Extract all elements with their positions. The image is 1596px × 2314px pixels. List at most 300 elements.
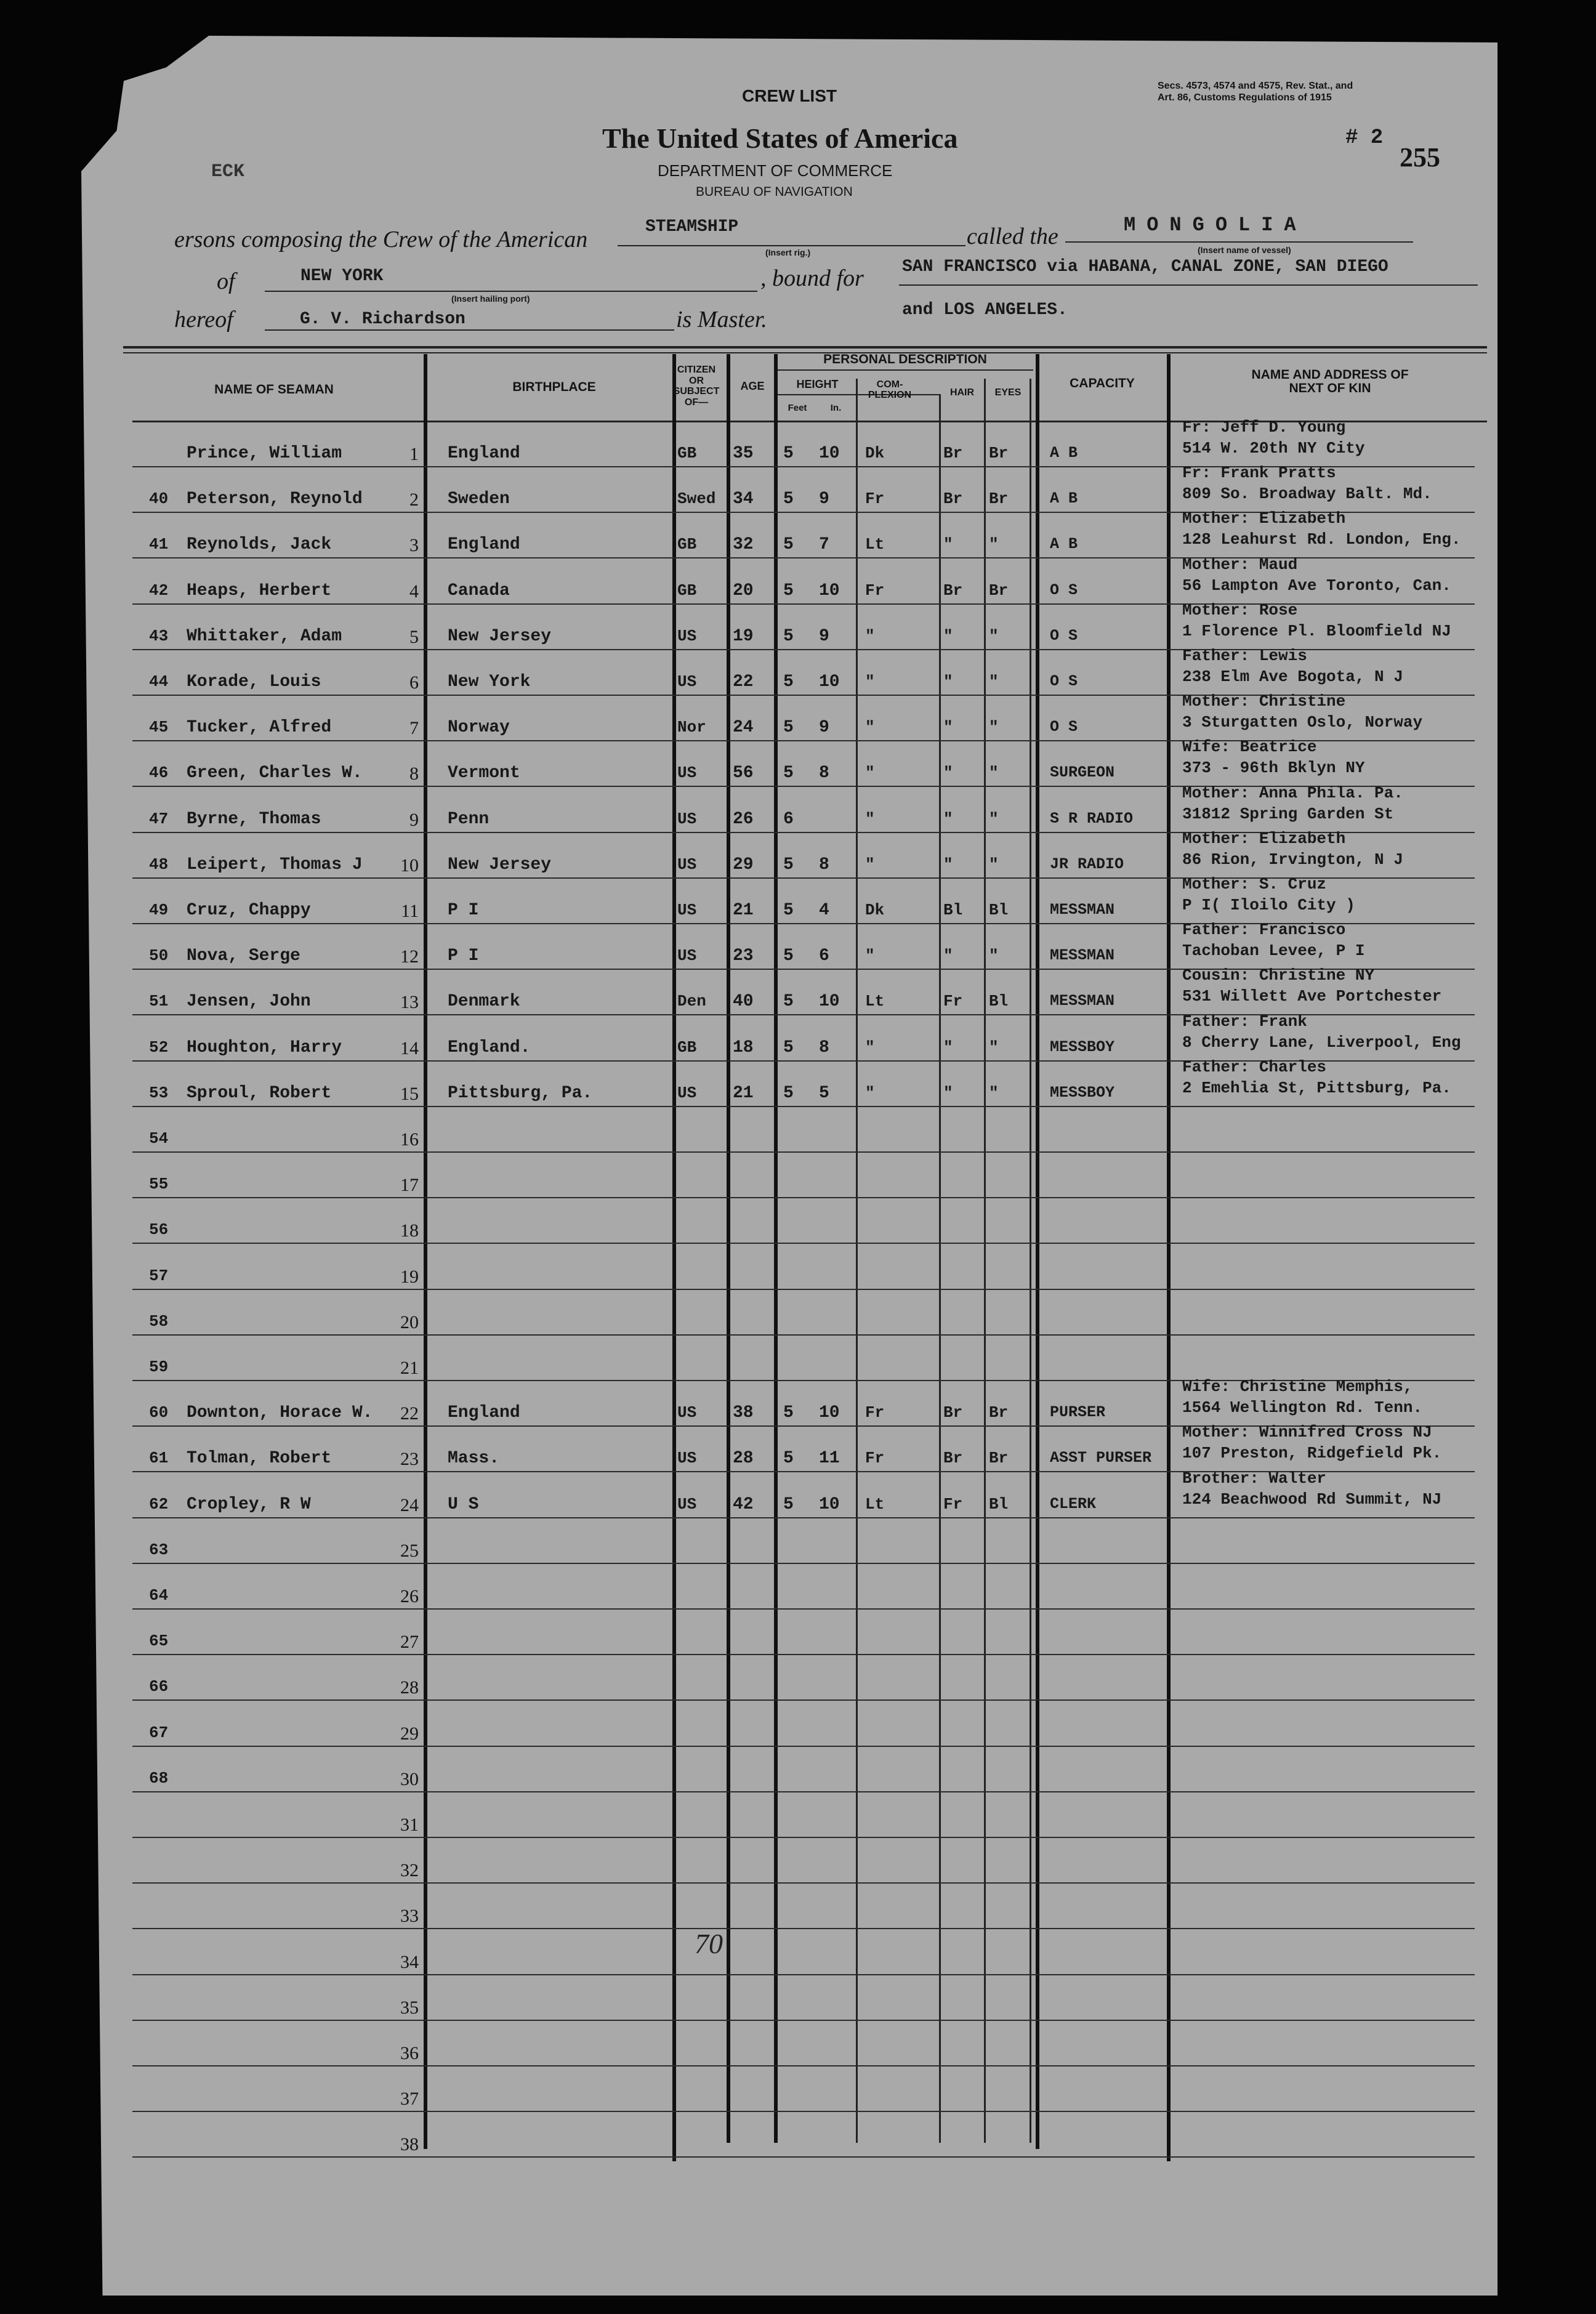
row-ref-number: 67: [149, 1723, 169, 1742]
department: DEPARTMENT OF COMMERCE: [658, 161, 893, 180]
header-capacity: CAPACITY: [1070, 376, 1135, 390]
line-number: 35: [400, 1997, 419, 2018]
citizen-of: Nor: [677, 718, 706, 737]
next-of-kin-address: 2 Emehlia St, Pittsburg, Pa.: [1182, 1078, 1451, 1097]
table-row-rule: [132, 1837, 1475, 1838]
header-name-of-seaman: NAME OF SEAMAN: [214, 382, 334, 397]
table-row-rule: [132, 1791, 1475, 1792]
birthplace: Pittsburg, Pa.: [448, 1083, 593, 1103]
eyes: Br: [989, 490, 1009, 509]
height-feet: 5: [783, 490, 794, 509]
complexion: Dk: [865, 901, 885, 919]
eyes: ": [989, 809, 999, 828]
eyes: Bl: [989, 992, 1009, 1011]
form-title: CREW LIST: [742, 86, 837, 105]
header-inches: In.: [830, 403, 842, 413]
complexion: Fr: [865, 581, 885, 600]
citizen-of: US: [677, 1449, 697, 1468]
next-of-kin-address: 1 Florence Pl. Bloomfield NJ: [1182, 621, 1451, 640]
line-number: 25: [400, 1540, 419, 1561]
height-feet: 5: [783, 1083, 794, 1103]
vessel-type-underline: [618, 245, 965, 246]
complexion: ": [865, 1038, 875, 1057]
line-number: 16: [400, 1129, 419, 1150]
height-feet: 5: [783, 581, 794, 600]
seaman-name: Green, Charles W.: [187, 764, 363, 783]
capacity: ASST PURSER: [1050, 1449, 1152, 1467]
citizen-of: US: [677, 672, 697, 691]
line-number: 7: [409, 718, 419, 739]
seaman-name: Nova, Serge: [187, 946, 300, 966]
table-row-rule: [132, 1243, 1475, 1244]
eyes: Br: [989, 581, 1009, 600]
next-of-kin-address: 124 Beachwood Rd Summit, NJ: [1182, 1490, 1442, 1509]
hair: ": [943, 626, 953, 645]
line-number: 17: [400, 1175, 419, 1196]
next-of-kin-address: 1564 Wellington Rd. Tenn.: [1182, 1398, 1423, 1417]
line-number: 33: [400, 1906, 419, 1927]
next-of-kin-name: Father: Frank: [1182, 1012, 1307, 1031]
next-of-kin-name: Cousin: Christine NY: [1182, 966, 1375, 985]
next-of-kin-name: Mother: Rose: [1182, 600, 1298, 619]
vessel-name-underline: [1065, 241, 1413, 243]
line-number: 19: [400, 1266, 419, 1287]
capacity: S R RADIO: [1050, 809, 1134, 828]
citizen-of: US: [677, 901, 697, 919]
birthplace: New York: [448, 672, 531, 691]
age: 34: [733, 490, 754, 509]
birthplace: P I: [448, 946, 479, 966]
age: 19: [733, 626, 754, 646]
table-row-rule: [132, 1882, 1475, 1884]
age: 22: [733, 672, 754, 691]
hair: Br: [943, 444, 963, 462]
eyes: Br: [989, 1449, 1009, 1468]
height-inches: 4: [819, 901, 829, 920]
hailing-port-underline: [265, 291, 757, 292]
statute-reference: [1158, 80, 1441, 103]
row-ref-number: 43: [149, 626, 169, 645]
next-of-kin-address: 531 Willett Ave Portchester: [1182, 987, 1442, 1006]
row-ref-number: 54: [149, 1129, 169, 1148]
hailing-caption: (Insert hailing port): [451, 294, 530, 304]
table-row-rule: [132, 2020, 1475, 2021]
height-inches: 9: [819, 626, 829, 646]
birthplace: New Jersey: [448, 626, 552, 646]
header-citizen: [669, 365, 724, 408]
next-of-kin-name: Brother: Walter: [1182, 1469, 1327, 1488]
next-of-kin-name: Mother: Maud: [1182, 555, 1298, 574]
seaman-name: Downton, Horace W.: [187, 1403, 373, 1423]
hair: Fr: [943, 1494, 963, 1514]
height-inches: 10: [819, 992, 840, 1012]
row-ref-number: 57: [149, 1266, 169, 1285]
next-of-kin-address: 238 Elm Ave Bogota, N J: [1182, 667, 1403, 686]
vessel-name: MONGOLIA: [1124, 214, 1307, 236]
next-of-kin-name: Mother: S. Cruz: [1182, 875, 1327, 893]
birthplace: Vermont: [448, 764, 520, 783]
header-hair: HAIR: [949, 387, 975, 398]
height-inches: 8: [819, 855, 829, 874]
height-inches: 5: [819, 1083, 829, 1103]
table-row-rule: [132, 1608, 1475, 1610]
row-ref-number: 60: [149, 1403, 169, 1422]
eyes: Bl: [989, 901, 1009, 919]
row-ref-number: 58: [149, 1312, 169, 1331]
capacity: MESSMAN: [1050, 992, 1115, 1010]
hair: Br: [943, 581, 963, 600]
eyes: ": [989, 626, 999, 645]
table-row-rule: [132, 1517, 1475, 1518]
height-inches: 7: [819, 535, 829, 555]
height-feet: 6: [783, 809, 794, 829]
age: 18: [733, 1038, 754, 1057]
next-of-kin-address: 373 - 96th Bklyn NY: [1182, 759, 1365, 778]
next-of-kin-address: 514 W. 20th NY City: [1182, 439, 1365, 458]
seaman-name: Korade, Louis: [187, 672, 321, 691]
table-row-rule: [132, 1974, 1475, 1975]
capacity: A B: [1050, 444, 1078, 462]
next-of-kin-name: Wife: Beatrice: [1182, 738, 1317, 757]
citizen-of: GB: [677, 1038, 697, 1057]
complexion: ": [865, 946, 875, 966]
height-inches: 9: [819, 490, 829, 509]
line-number: 30: [400, 1768, 419, 1789]
eyes: ": [989, 946, 999, 966]
line-number: 22: [400, 1403, 419, 1424]
height-inches: 8: [819, 764, 829, 783]
height-inches: 9: [819, 718, 829, 738]
bound-for-label: , bound for: [760, 265, 864, 291]
hair: Fr: [943, 992, 963, 1011]
row-ref-number: 41: [149, 535, 169, 554]
hair: ": [943, 718, 953, 737]
line-number: 4: [409, 581, 419, 602]
line-number: 24: [400, 1494, 419, 1515]
bureau: BUREAU OF NAVIGATION: [696, 185, 853, 199]
age: 21: [733, 1083, 754, 1103]
next-of-kin-name: Mother: Anna Phila. Pa.: [1182, 783, 1403, 802]
next-of-kin-address: 8 Cherry Lane, Liverpool, Eng: [1182, 1033, 1461, 1052]
age: 35: [733, 444, 754, 463]
next-of-kin-name: Mother: Christine: [1182, 692, 1346, 711]
birthplace: Mass.: [448, 1449, 500, 1469]
hair: ": [943, 535, 953, 554]
hair: ": [943, 764, 953, 783]
header-citizen-line-3: SUBJECT: [673, 386, 720, 397]
eyes: ": [989, 764, 999, 783]
header-complexion-line-2: PLEXION: [868, 389, 912, 400]
height-inches: 10: [819, 444, 840, 463]
height-feet: 5: [783, 1403, 794, 1423]
header-citizen-line-4: OF—: [684, 397, 709, 408]
line-number: 3: [409, 535, 419, 556]
age: 32: [733, 535, 754, 555]
col-divider-birthplace: [672, 354, 676, 2161]
birthplace: Denmark: [448, 992, 520, 1012]
header-kin-line-2: NEXT OF KIN: [1289, 381, 1371, 396]
complexion: ": [865, 809, 875, 828]
complexion: Lt: [865, 992, 885, 1011]
complexion: ": [865, 855, 875, 874]
row-ref-number: 64: [149, 1586, 169, 1605]
line-number: 14: [400, 1038, 419, 1058]
row-ref-number: 46: [149, 764, 169, 783]
of-label: of: [217, 268, 235, 294]
line-number: 11: [401, 901, 419, 921]
capacity: A B: [1050, 535, 1078, 554]
line-number: 32: [400, 1860, 419, 1881]
age: 20: [733, 581, 754, 600]
table-top-rule: [123, 346, 1487, 349]
statute-line-2: Art. 86, Customs Regulations of 1915: [1158, 92, 1332, 103]
row-ref-number: 53: [149, 1083, 169, 1102]
next-of-kin-address: 3 Sturgatten Oslo, Norway: [1182, 713, 1423, 732]
header-citizen-line-2: OR: [689, 375, 704, 386]
height-inches: 10: [819, 1403, 840, 1423]
age: 28: [733, 1449, 754, 1469]
table-row-rule: [132, 2156, 1475, 2158]
complexion: ": [865, 718, 875, 737]
seaman-name: Byrne, Thomas: [187, 809, 321, 829]
row-ref-number: 65: [149, 1632, 169, 1651]
birthplace: New Jersey: [448, 855, 552, 874]
citizen-of: GB: [677, 535, 697, 554]
capacity: O S: [1050, 626, 1078, 645]
line-number: 8: [409, 764, 419, 784]
citizen-of: US: [677, 946, 697, 966]
vessel-type: STEAMSHIP: [645, 217, 739, 236]
destination-underline: [899, 284, 1478, 286]
next-of-kin-name: Father: Francisco: [1182, 921, 1346, 940]
height-feet: 5: [783, 901, 794, 920]
eyes: Bl: [989, 1494, 1009, 1514]
rig-caption: (Insert rig.): [765, 248, 811, 257]
citizen-of: GB: [677, 444, 697, 462]
height-feet: 5: [783, 1494, 794, 1514]
complexion: Dk: [865, 444, 885, 462]
eyes: ": [989, 672, 999, 691]
col-divider-feet: [856, 379, 858, 2143]
seaman-name: Sproul, Robert: [187, 1083, 332, 1103]
whereof-label: hereof: [174, 307, 233, 333]
header-next-of-kin: [1188, 368, 1472, 395]
height-feet: 5: [783, 992, 794, 1012]
table-row-rule: [132, 2065, 1475, 2066]
citizen-of: Swed: [677, 490, 716, 509]
complexion: ": [865, 764, 875, 783]
capacity: MESSBOY: [1050, 1038, 1115, 1056]
hair: ": [943, 1038, 953, 1057]
height-feet: 5: [783, 855, 794, 874]
next-of-kin-name: Fr: Jeff D. Young: [1182, 418, 1346, 437]
next-of-kin-address: 31812 Spring Garden St: [1182, 804, 1394, 823]
line-number: 28: [400, 1677, 419, 1698]
row-ref-number: 44: [149, 672, 169, 691]
seaman-name: Leipert, Thomas J: [187, 855, 363, 874]
complexion: Fr: [865, 1449, 885, 1468]
citizen-of: US: [677, 1403, 697, 1422]
birthplace: Sweden: [448, 490, 510, 509]
deck-label: ECK: [211, 161, 245, 182]
row-ref-number: 63: [149, 1540, 169, 1559]
row-ref-number: 49: [149, 901, 169, 919]
capacity: SURGEON: [1050, 764, 1115, 782]
age: 56: [733, 764, 754, 783]
birthplace: U S: [448, 1494, 479, 1514]
eyes: ": [989, 535, 999, 554]
citizen-of: US: [677, 855, 697, 874]
hair: Bl: [943, 901, 963, 919]
col-divider-hair: [1030, 379, 1031, 2143]
age: 26: [733, 809, 754, 829]
birthplace: Penn: [448, 809, 490, 829]
citizen-of: GB: [677, 581, 697, 600]
table-row-rule: [132, 2111, 1475, 2112]
row-ref-number: 59: [149, 1358, 169, 1376]
table-row-rule: [132, 1746, 1475, 1747]
complexion: Fr: [865, 490, 885, 509]
col-divider-eyes: [1036, 354, 1039, 2149]
next-of-kin-address: 56 Lampton Ave Toronto, Can.: [1182, 576, 1451, 595]
eyes: ": [989, 1038, 999, 1057]
seaman-name: Jensen, John: [187, 992, 311, 1012]
seaman-name: Tucker, Alfred: [187, 718, 332, 738]
line-number: 15: [400, 1083, 419, 1104]
line-number: 12: [400, 946, 419, 967]
table-row-rule: [132, 1289, 1475, 1290]
eyes: ": [989, 855, 999, 874]
seaman-name: Peterson, Reynold: [187, 490, 363, 509]
header-eyes: EYES: [994, 387, 1022, 398]
hailing-port: NEW YORK: [300, 267, 384, 286]
complexion: Lt: [865, 535, 885, 554]
age: 40: [733, 992, 754, 1012]
complexion: ": [865, 672, 875, 691]
line-number: 34: [400, 1951, 419, 1972]
line-number: 36: [400, 2043, 419, 2063]
capacity: MESSMAN: [1050, 901, 1115, 919]
line-number: 29: [400, 1723, 419, 1744]
hair: ": [943, 809, 953, 828]
seaman-name: Heaps, Herbert: [187, 581, 332, 600]
capacity: MESSMAN: [1050, 946, 1115, 965]
eyes: Br: [989, 1403, 1009, 1422]
birthplace: Canada: [448, 581, 510, 600]
table-row-rule: [132, 1928, 1475, 1929]
table-row-rule: [132, 1106, 1475, 1107]
header-kin-line-1: NAME AND ADDRESS OF: [1251, 368, 1409, 382]
seaman-name: Houghton, Harry: [187, 1038, 342, 1057]
capacity: O S: [1050, 672, 1078, 690]
header-birthplace: BIRTHPLACE: [512, 380, 596, 394]
height-feet: 5: [783, 672, 794, 691]
next-of-kin-address: 107 Preston, Ridgefield Pk.: [1182, 1444, 1442, 1463]
header-complexion-line-1: COM-: [876, 379, 903, 390]
seaman-name: Cruz, Chappy: [187, 901, 311, 920]
handwritten-mark: 70: [695, 1928, 723, 1959]
hair: ": [943, 1083, 953, 1102]
row-ref-number: 40: [149, 490, 169, 509]
citizen-of: Den: [677, 992, 706, 1011]
is-master-label: is Master.: [676, 307, 767, 333]
destination-line-1: SAN FRANCISCO via HABANA, CANAL ZONE, SAN DIEGO: [902, 257, 1388, 276]
complexion: Fr: [865, 1403, 885, 1422]
next-of-kin-address: Tachoban Levee, P I: [1182, 941, 1365, 961]
capacity: MESSBOY: [1050, 1083, 1115, 1102]
row-ref-number: 47: [149, 809, 169, 828]
line-number: 6: [409, 672, 419, 693]
age: 29: [733, 855, 754, 874]
height-feet: 5: [783, 718, 794, 738]
preamble-persons: ersons composing the Crew of the American: [174, 227, 588, 252]
page-sequence: # 2: [1345, 126, 1384, 150]
capacity: A B: [1050, 490, 1078, 508]
seaman-name: Cropley, R W: [187, 1494, 311, 1514]
line-number: 13: [400, 992, 419, 1013]
capacity: O S: [1050, 581, 1078, 599]
complexion: Lt: [865, 1494, 885, 1514]
table-row-rule: [132, 1151, 1475, 1153]
complexion: ": [865, 1083, 875, 1102]
seaman-name: Reynolds, Jack: [187, 535, 332, 555]
capacity: CLERK: [1050, 1494, 1097, 1513]
master-name: G. V. Richardson: [300, 310, 465, 329]
line-number: 31: [400, 1815, 419, 1835]
header-citizen-line-1: CITIZEN: [677, 365, 716, 375]
line-number: 9: [409, 809, 419, 830]
col-divider-age: [774, 354, 778, 2143]
citizen-of: US: [677, 809, 697, 828]
eyes: ": [989, 718, 999, 737]
height-inches: 11: [819, 1449, 840, 1469]
next-of-kin-name: Mother: Elizabeth: [1182, 509, 1346, 528]
hair: ": [943, 672, 953, 691]
capacity: PURSER: [1050, 1403, 1106, 1422]
table-row-rule: [132, 1197, 1475, 1198]
table-row-rule: [132, 1334, 1475, 1336]
next-of-kin-name: Fr: Frank Pratts: [1182, 464, 1336, 483]
row-ref-number: 48: [149, 855, 169, 874]
col-divider-name: [424, 354, 427, 2149]
row-ref-number: 66: [149, 1677, 169, 1696]
statute-line-1: Secs. 4573, 4574 and 4575, Rev. Stat., and: [1158, 81, 1353, 91]
height-inches: 10: [819, 672, 840, 691]
birthplace: Norway: [448, 718, 510, 738]
next-of-kin-name: Mother: Elizabeth: [1182, 829, 1346, 848]
birthplace: England: [448, 1403, 520, 1423]
row-ref-number: 51: [149, 992, 169, 1011]
row-ref-number: 56: [149, 1220, 169, 1240]
header-age: AGE: [740, 380, 765, 392]
height-feet: 5: [783, 626, 794, 646]
seaman-name: Prince, William: [187, 444, 342, 463]
height-feet: 5: [783, 946, 794, 966]
height-inches: 10: [819, 1494, 840, 1514]
age: 24: [733, 718, 754, 738]
eyes: Br: [989, 444, 1009, 462]
hair: Br: [943, 1449, 963, 1468]
header-height: HEIGHT: [796, 378, 839, 390]
birthplace: England: [448, 535, 520, 555]
next-of-kin-name: Father: Lewis: [1182, 647, 1307, 665]
line-number: 23: [400, 1449, 419, 1470]
col-divider-complexion: [984, 379, 986, 2143]
height-inches: 10: [819, 581, 840, 600]
line-number: 5: [409, 626, 419, 647]
complexion: ": [865, 626, 875, 645]
line-number: 26: [400, 1586, 419, 1606]
